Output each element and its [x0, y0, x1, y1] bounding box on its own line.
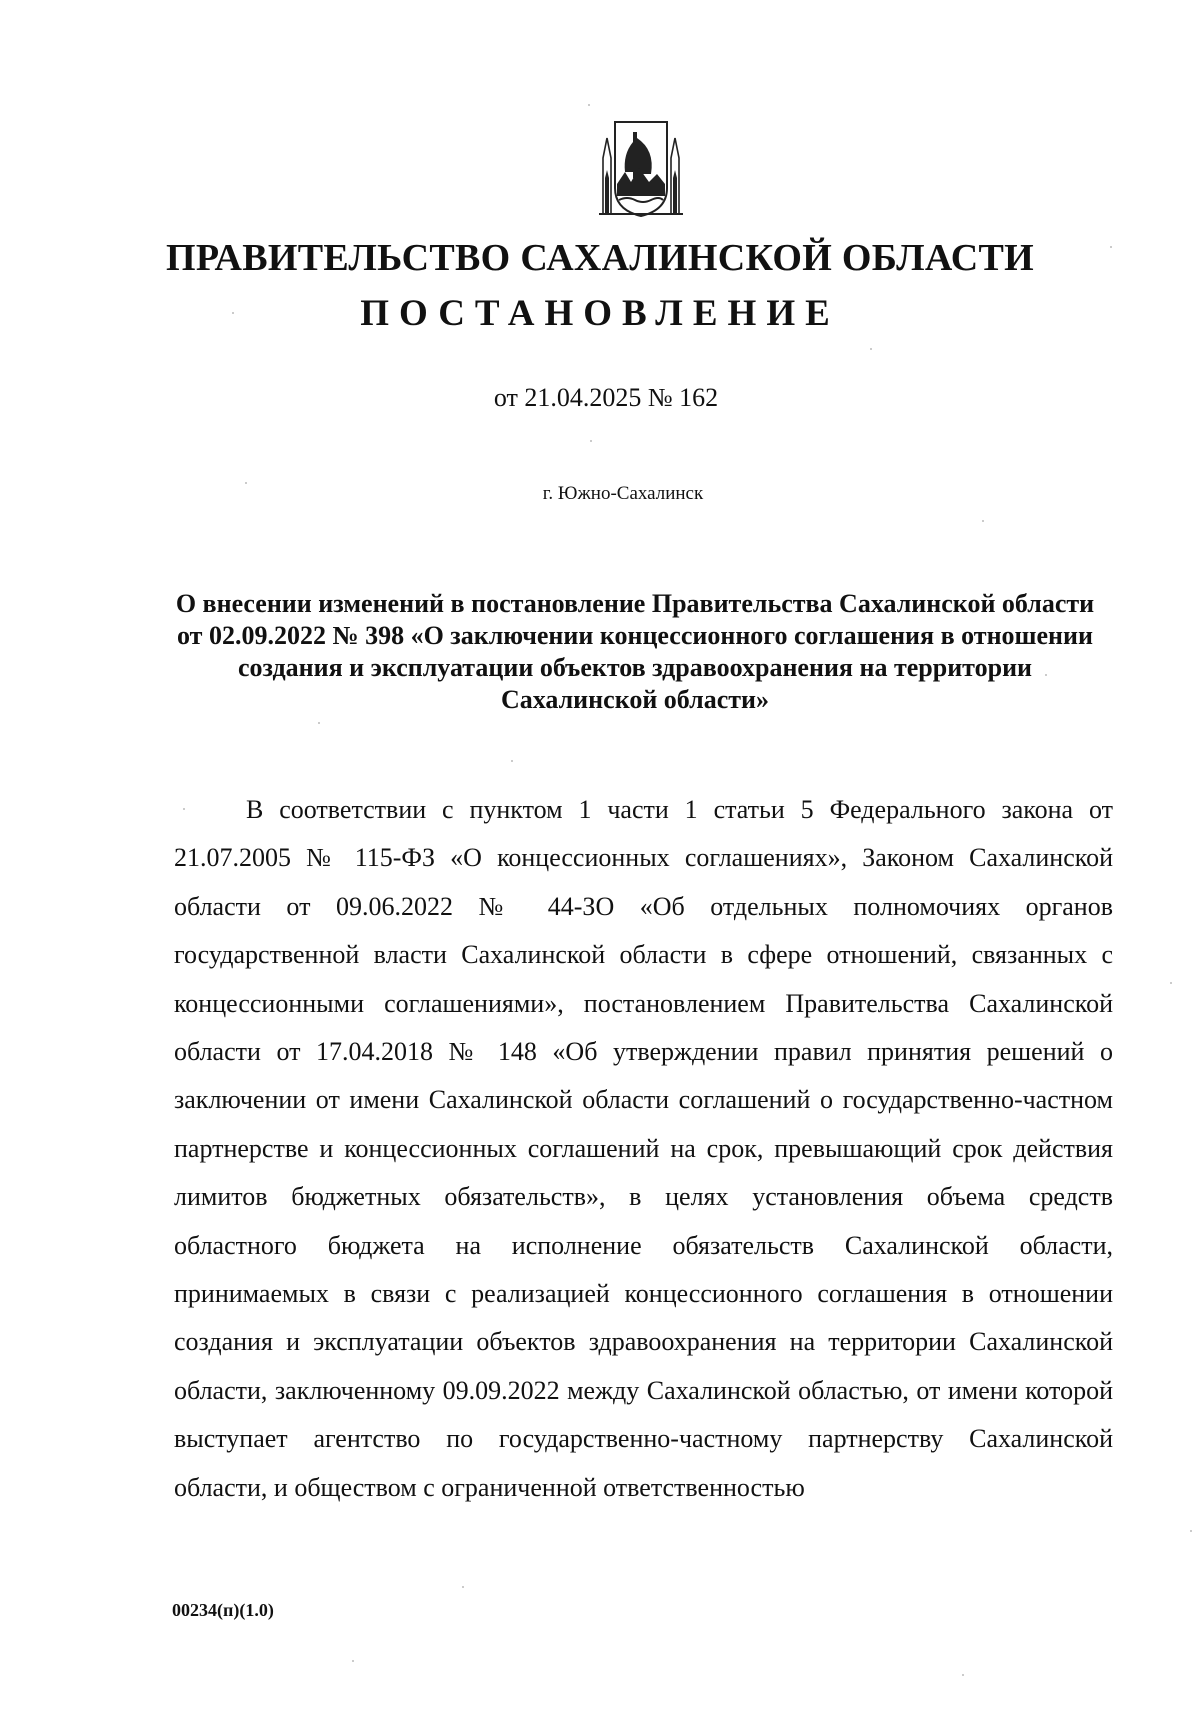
- scan-speck: [245, 482, 247, 484]
- document-type: ПОСТАНОВЛЕНИЕ: [360, 293, 840, 334]
- scan-speck: [962, 1674, 964, 1676]
- scan-speck: [1045, 674, 1047, 676]
- scan-speck: [588, 104, 590, 106]
- organization-title: ПРАВИТЕЛЬСТВО САХАЛИНСКОЙ ОБЛАСТИ: [166, 237, 1034, 279]
- coat-of-arms-icon: [593, 118, 689, 220]
- scan-speck: [183, 808, 185, 810]
- scan-speck: [352, 1660, 354, 1662]
- document-city: г. Южно-Сахалинск: [542, 483, 704, 504]
- scan-speck: [462, 1586, 464, 1588]
- body-paragraph: В соответствии с пунктом 1 части 1 статьи 5 Федерального закона от 21.07.2005 № 115-ФЗ «О концессионных соглашениях», Законом Сахалинской области от 09.06.2022 № 44-ЗО «Об отдельных полномочиях органов государственной власти Сахалинской области в сфере отношений, связанных с концессионными соглашениями», постановлением Правительства Сахалинской области от 17.04.2018 № 148 «Об утверждении правил принятия решений о заключении от имени Сахалинской области соглашений о государственно-частном партнерстве и концессионных соглашений на срок, превышающий срок действия лимитов бюджетных обязательств», в целях установления объема средств областного бюджета на исполнение обязательств Сахалинской области, принимаемых в связи с реализацией концессионного соглашения в отношении создания и эксплуатации объектов здравоохранения на территории Сахалинской области, заключенному 09.09.2022 между Сахалинской областью, от имени которой выступает агентство по государственно-частному партнерству Сахалинской области, и обществом с ограниченной ответственностью: [174, 795, 1113, 1502]
- scan-speck: [870, 348, 872, 350]
- form-code: 00234(п)(1.0): [172, 1600, 274, 1620]
- scan-speck: [1190, 1530, 1192, 1532]
- scan-speck: [232, 312, 234, 314]
- scan-speck: [511, 760, 513, 762]
- document-date-number: от 21.04.2025 № 162: [493, 383, 719, 412]
- scan-speck: [1110, 246, 1112, 248]
- scan-speck: [590, 440, 592, 442]
- scan-speck: [982, 520, 984, 522]
- document-subject: О внесении изменений в постановление Правительства Сахалинской области от 02.09.2022 № 398 «О заключении концессионного соглашения в отношении создания и эксплуатации объектов здравоохранения на территории Сахалинской области»: [175, 589, 1095, 714]
- scan-speck: [1170, 982, 1172, 984]
- scan-speck: [318, 722, 320, 724]
